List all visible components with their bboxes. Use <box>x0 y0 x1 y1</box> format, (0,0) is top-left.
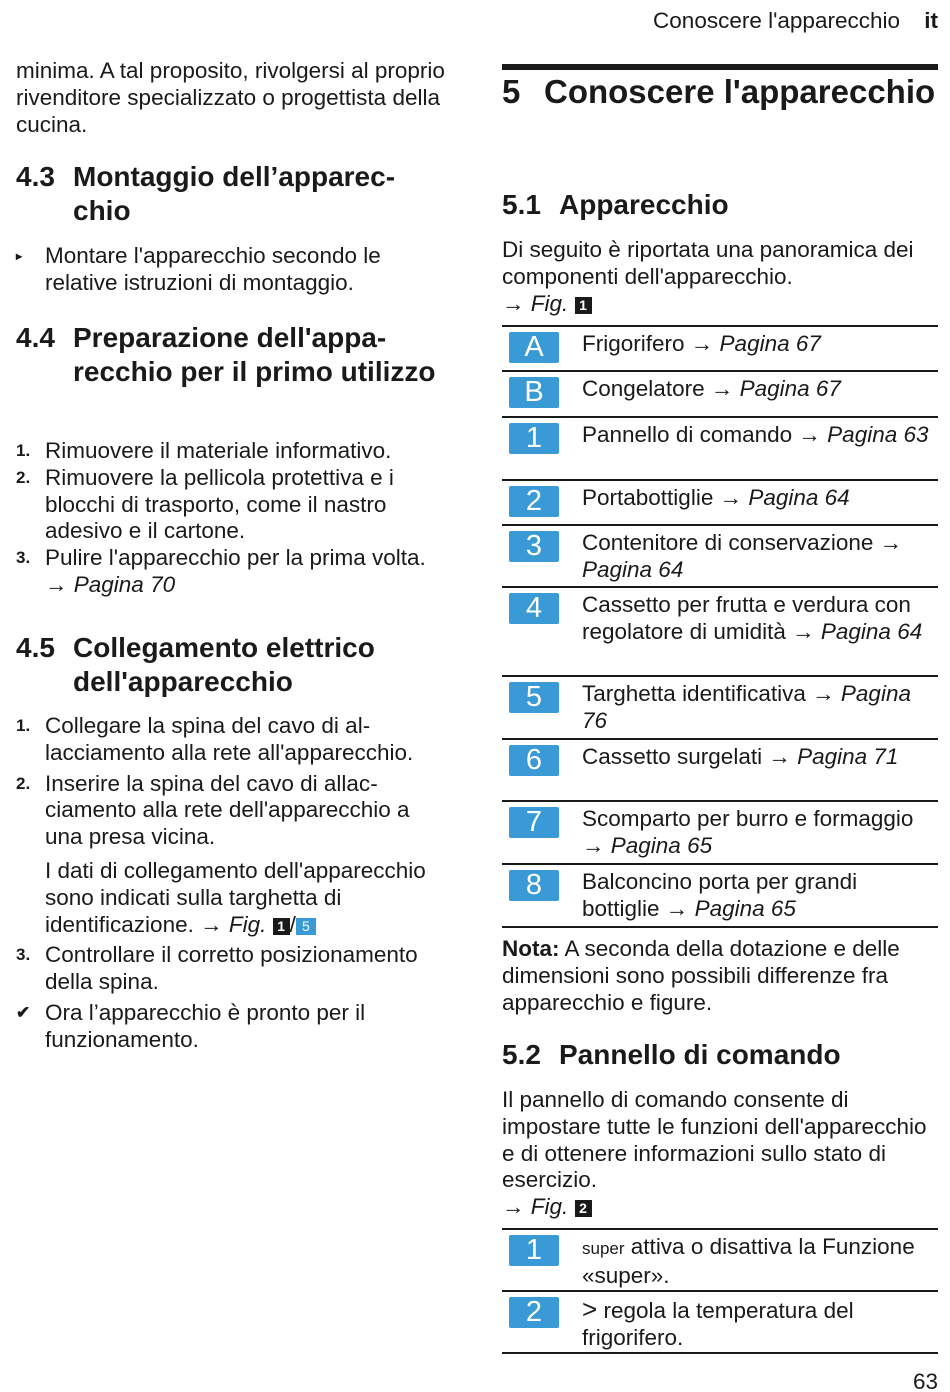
component-name: Targhetta identificativa → <box>582 681 835 706</box>
steps-list-4-4 <box>16 438 454 599</box>
component-description <box>582 677 932 738</box>
section-5-1-intro: Di seguito è riportata una panoramica dei componenti dell'apparecchio. → Fig. 1 <box>502 237 914 316</box>
figure-reference-link[interactable]: Fig. <box>228 911 267 937</box>
page-reference-link[interactable]: Pagina 65 <box>610 832 713 858</box>
step-item <box>16 465 454 545</box>
section-title: Montaggio dell’apparecchio <box>73 161 396 226</box>
control-row <box>502 1290 938 1354</box>
component-description <box>582 327 932 370</box>
page-reference-link[interactable]: Pagina 67 <box>719 331 821 356</box>
component-row <box>502 479 938 524</box>
component-badge: 6 <box>509 745 559 776</box>
chevron-right-icon: > <box>582 1294 598 1324</box>
component-description <box>582 481 932 524</box>
chapter-number: 5 <box>502 73 521 110</box>
section-title: Apparecchio <box>559 189 729 220</box>
component-name: Scomparto per burro e formaggio → <box>582 806 914 858</box>
step-item <box>16 438 454 465</box>
bullet-item <box>16 243 446 297</box>
component-row <box>502 863 938 928</box>
step-item <box>16 942 452 996</box>
page-reference-link[interactable]: Pagina 65 <box>694 895 796 921</box>
control-text: attiva o disattiva la Funzione «super». <box>582 1234 915 1288</box>
component-badge: 5 <box>509 682 559 713</box>
section-5-2-intro: Il pannello di comando consente di impostare tutte le funzioni dell'apparecchio e di ottenere informazioni sullo stato di esercizio. → Fig. 2 <box>502 1087 927 1220</box>
step-text: Collegare la spina del cavo di allacciamento alla rete all'apparecchio. <box>45 713 414 765</box>
component-badge: 7 <box>509 807 559 838</box>
page-reference-link[interactable]: Pagina 70 <box>73 571 176 597</box>
section-number: 5.1 <box>502 189 541 220</box>
step-item <box>16 713 452 767</box>
intro-text: Il pannello di comando consente di impostare tutte le funzioni dell'apparecchio e di ottenere informazioni sullo stato di esercizio. <box>502 1087 927 1193</box>
section-heading-5-2 <box>502 1038 938 1072</box>
figure-reference-link[interactable]: Fig. <box>530 290 569 316</box>
note-paragraph <box>502 936 932 1016</box>
note-label: Nota: <box>502 936 560 961</box>
component-badge: 2 <box>509 486 559 517</box>
step-item <box>16 771 452 851</box>
component-description <box>582 418 932 479</box>
step-text: Inserire la spina del cavo di allacciamento alla rete dell'apparecchio a una presa vicina. <box>45 770 410 850</box>
step-number: 3. <box>16 945 31 965</box>
result-item <box>16 1000 452 1054</box>
component-row <box>502 370 938 416</box>
control-text: regola la temperatura del frigorifero. <box>582 1298 854 1350</box>
page-number: 63 <box>912 1369 938 1392</box>
component-number-badge: 5 <box>296 918 316 935</box>
component-name: Cassetto surgelati → <box>582 744 791 769</box>
component-badge: B <box>509 377 559 408</box>
step-text: Rimuovere il materiale informativo. <box>45 438 392 463</box>
running-header-title: Conoscere l'apparecchio <box>653 8 900 33</box>
figure-number-badge: 2 <box>575 1200 592 1217</box>
section-heading-4-3 <box>16 160 436 228</box>
step-number: 1. <box>16 716 31 735</box>
step-text: Pulire l'apparecchio per la prima volta. → <box>45 545 426 597</box>
note-text: A seconda della dotazione e delle dimensioni sono possibili differenze fra apparecchio e figure. <box>502 936 900 1015</box>
step-item <box>16 545 454 599</box>
component-description <box>582 372 932 416</box>
page-reference-link[interactable]: Pagina 67 <box>739 376 841 401</box>
component-row <box>502 586 938 675</box>
section-heading-5-1 <box>502 188 938 222</box>
component-name: Pannello di comando → <box>582 422 821 447</box>
component-row <box>502 416 938 479</box>
figure-number-badge: 1 <box>575 297 592 314</box>
page-reference-link[interactable]: Pagina 64 <box>820 618 923 644</box>
component-name: Contenitore di conservazione → <box>582 530 903 555</box>
chapter-rule <box>502 64 938 70</box>
component-description <box>582 526 932 586</box>
section-heading-4-5 <box>16 631 446 699</box>
steps-list-4-5 <box>16 713 452 1054</box>
component-row <box>502 675 938 738</box>
component-description <box>582 802 932 863</box>
super-button-symbol: super <box>582 1239 625 1258</box>
intro-paragraph: minima. A tal proposito, rivolgersi al proprio rivenditore specializzato o progettista della cucina. <box>16 58 445 137</box>
separator: / <box>289 911 296 937</box>
bullet-triangle-icon: ▸ <box>16 249 23 263</box>
section-number: 4.5 <box>16 632 55 663</box>
component-badge: 3 <box>509 531 559 562</box>
section-number: 4.4 <box>16 322 55 353</box>
component-row <box>502 738 938 800</box>
section-title: Preparazione dell'apparecchio per il primo utilizzo <box>73 322 436 387</box>
control-row <box>502 1228 938 1290</box>
component-description <box>582 865 932 926</box>
control-description <box>582 1230 938 1290</box>
component-row <box>502 524 938 586</box>
section-title: Pannello di comando <box>559 1039 841 1070</box>
figure-number-badge: 1 <box>273 918 290 935</box>
step-number: 2. <box>16 773 31 793</box>
control-description <box>582 1292 938 1352</box>
component-row <box>502 325 938 370</box>
component-badge: 4 <box>509 593 559 624</box>
note-text: I dati di collegamento dell'apparecchio sono indicati sulla targhetta di identificazione. → <box>45 857 426 937</box>
step-note <box>45 858 452 938</box>
component-description <box>582 740 932 800</box>
page-reference-link[interactable]: Pagina 71 <box>797 744 899 769</box>
component-badge: 2 <box>509 1297 559 1328</box>
step-number: 2. <box>16 467 31 487</box>
component-badge: 1 <box>509 423 559 454</box>
bullet-text: Montare l'apparecchio secondo le relative istruzioni di montaggio. <box>45 243 381 295</box>
chapter-heading-5 <box>502 73 938 111</box>
component-description <box>582 588 932 675</box>
intro-text: Di seguito è riportata una panoramica dei componenti dell'apparecchio. <box>502 237 914 289</box>
result-text: Ora l’apparecchio è pronto per il funzionamento. <box>45 999 366 1052</box>
component-badge: A <box>509 332 559 363</box>
checkmark-icon: ✔ <box>16 1002 31 1022</box>
component-badge: 1 <box>509 1235 559 1266</box>
component-row <box>502 800 938 863</box>
step-number: 1. <box>16 441 31 460</box>
page-reference-link[interactable]: Pagina 64 <box>748 485 850 510</box>
section-number: 4.3 <box>16 161 55 192</box>
step-text: Rimuovere la pellicola protettiva e i blocchi di trasporto, come il nastro adesivo e il cartone. <box>45 464 394 544</box>
language-code: it <box>924 8 938 33</box>
section-heading-4-4 <box>16 321 446 389</box>
component-badge: 8 <box>509 870 559 901</box>
figure-reference-link[interactable]: Fig. <box>530 1194 569 1220</box>
page-reference-link[interactable]: Pagina 63 <box>827 422 929 447</box>
component-name: Balconcino porta per grandi bottiglie → <box>582 869 858 921</box>
component-name: Portabottiglie → <box>582 485 743 510</box>
chapter-title: Conoscere l'apparecchio <box>544 73 936 110</box>
component-name: Congelatore → <box>582 376 734 401</box>
step-number: 3. <box>16 548 31 568</box>
component-name: Cassetto per frutta e verdura con regolatore di umidità → <box>582 592 911 644</box>
component-name: Frigorifero → <box>582 331 714 356</box>
page-reference-link[interactable]: Pagina 64 <box>582 556 684 582</box>
page-reference-link[interactable]: Pagina 76 <box>582 681 911 733</box>
section-number: 5.2 <box>502 1039 541 1070</box>
step-text: Controllare il corretto posizionamento della spina. <box>45 942 418 995</box>
section-title: Collegamento elettrico dell'apparecchio <box>73 632 375 697</box>
